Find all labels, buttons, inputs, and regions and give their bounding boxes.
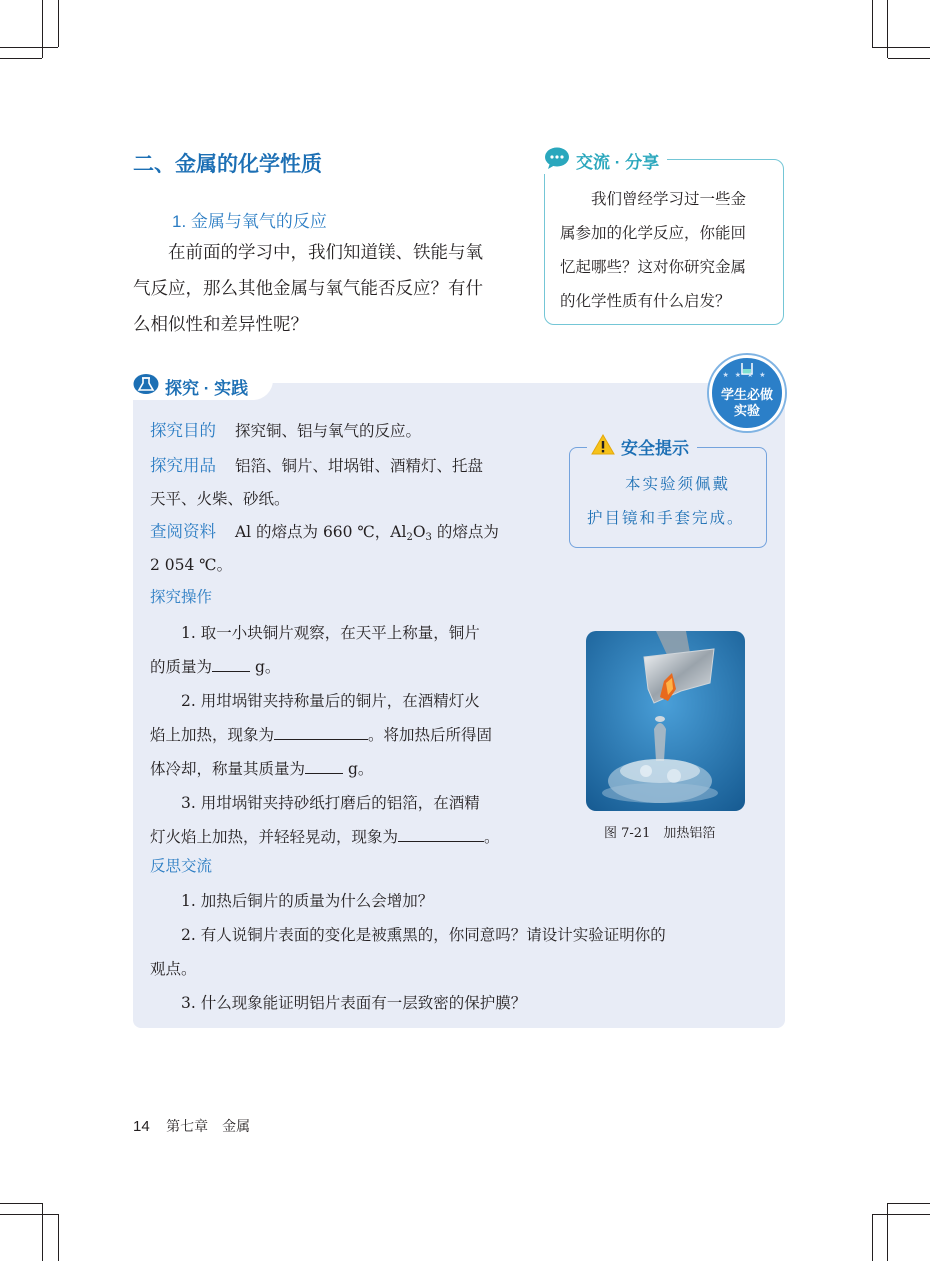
crop-mark	[0, 47, 58, 48]
chat-bubble-icon	[544, 146, 570, 174]
page-footer	[133, 1116, 250, 1136]
step2-line: 2. 用坩埚钳夹持称量后的铜片，在酒精灯火	[150, 692, 480, 710]
step3-line: 灯火焰上加热，并轻轻晃动，现象为 。	[150, 820, 500, 854]
chapter-title: 第七章 金属	[166, 1119, 251, 1135]
intro-line: 么相似性和差异性呢？	[133, 315, 308, 335]
explore-header	[133, 372, 248, 400]
reflect-label: 反思交流	[150, 858, 213, 875]
step2-line: 焰上加热，现象为 。将加热后所得固	[150, 718, 492, 752]
crop-mark	[887, 1203, 888, 1261]
badge-line2: 实验	[733, 403, 760, 418]
explore-title: 探究 · 实践	[165, 378, 249, 398]
crop-mark	[58, 0, 59, 47]
crop-mark	[872, 47, 930, 48]
safety-line: 本实验须佩戴	[625, 475, 731, 493]
crop-mark	[58, 1214, 59, 1261]
purpose-row	[150, 414, 421, 448]
crop-mark	[872, 0, 873, 47]
safety-box	[569, 447, 767, 548]
crop-mark	[42, 0, 43, 58]
crop-mark	[872, 1214, 930, 1215]
materials-text: 铝箔、铜片、坩埚钳、酒精灯、托盘	[234, 457, 483, 475]
crop-mark	[0, 58, 42, 59]
materials-label: 探究用品	[150, 457, 216, 475]
step1-line: 的质量为 g。	[150, 650, 280, 684]
answer-blank[interactable]	[398, 825, 484, 842]
safety-line: 护目镜和手套完成。	[587, 509, 745, 527]
page-number: 14	[133, 1118, 150, 1135]
crop-mark	[872, 1214, 873, 1261]
intro-line: 气反应，那么其他金属与氧气能否反应？有什	[133, 279, 483, 299]
share-line: 的化学性质有什么启发？	[560, 292, 731, 310]
step1-line: 1. 取一小块铜片观察，在天平上称量，铜片	[150, 624, 480, 642]
purpose-text: 探究铜、铝与氧气的反应。	[234, 422, 421, 440]
reference-text-cont: 2 054 ℃。	[150, 556, 233, 574]
intro-line: 在前面的学习中，我们知道镁、铁能与氧	[133, 243, 483, 263]
share-line: 属参加的化学反应，你能回	[560, 224, 747, 242]
required-experiment-badge	[709, 355, 785, 431]
subsection-title: 1. 金属与氧气的反应	[172, 212, 327, 231]
answer-blank[interactable]	[212, 655, 250, 672]
crop-mark	[887, 0, 888, 58]
safety-title: 安全提示	[621, 439, 689, 458]
purpose-label: 探究目的	[150, 422, 216, 440]
operation-label: 探究操作	[150, 589, 213, 606]
step2-line: 体冷却，称量其质量为 g。	[150, 752, 373, 786]
badge-line1: 学生必做	[720, 387, 773, 402]
share-title: 交流 · 分享	[576, 152, 660, 172]
answer-blank[interactable]	[274, 723, 368, 740]
heating-foil-photo	[586, 631, 745, 811]
crop-mark	[888, 58, 930, 59]
question-1: 1. 加热后铜片的质量为什么会增加？	[150, 892, 434, 910]
step3-line: 3. 用坩埚钳夹持砂纸打磨后的铝箔，在酒精	[150, 794, 480, 812]
section-title: 二、金属的化学性质	[133, 153, 322, 176]
crop-mark	[0, 1203, 42, 1204]
flask-icon	[133, 373, 159, 399]
question-2-cont: 观点。	[150, 960, 197, 978]
crop-mark	[0, 1214, 58, 1215]
share-text	[560, 182, 772, 318]
share-line: 我们曾经学习过一些金	[560, 190, 747, 208]
share-header	[544, 146, 667, 174]
answer-blank[interactable]	[305, 757, 343, 774]
reference-label: 查阅资料	[150, 523, 216, 541]
materials-text-cont: 天平、火柴、砂纸。	[150, 490, 290, 508]
reference-text: Al 的熔点为 660 ℃，$Al_2O_3$ 的熔点为	[234, 523, 499, 543]
star-icon: ★★★★	[722, 372, 772, 379]
share-line: 忆起哪些？这对你研究金属	[560, 258, 747, 276]
question-3: 3. 什么现象能证明铝片表面有一层致密的保护膜？	[150, 994, 527, 1012]
crop-mark	[42, 1203, 43, 1261]
safety-header	[587, 434, 697, 459]
crop-mark	[888, 1203, 930, 1204]
question-2: 2. 有人说铜片表面的变化是被熏黑的，你同意吗？请设计实验证明你的	[150, 926, 666, 944]
materials-row	[150, 449, 483, 483]
warning-icon	[591, 434, 615, 459]
figure-caption: 图 7-21 加热铝箔	[604, 826, 716, 841]
